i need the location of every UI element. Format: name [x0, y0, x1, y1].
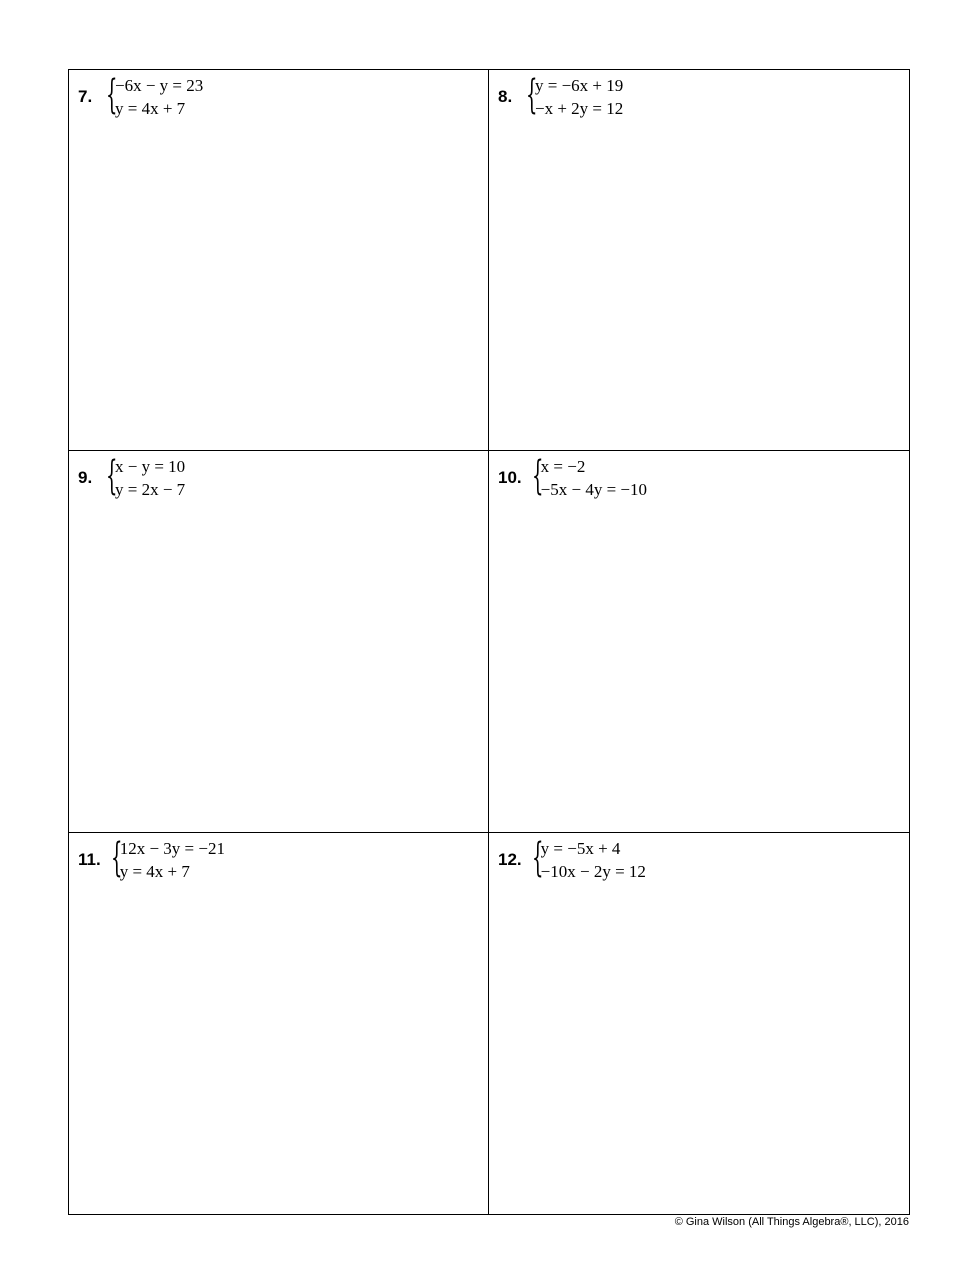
equation-2: y = 4x + 7 [119, 861, 190, 881]
brace-icon: { [110, 834, 123, 881]
equation-1: −6x − y = 23 [115, 76, 204, 95]
equation-1: x − y = 10 [115, 457, 186, 477]
equation-1: x = −2 [540, 457, 586, 477]
equation-1: y = −6x + 19 [535, 76, 624, 95]
problem-number: 8. [498, 87, 513, 106]
brace-icon: { [106, 453, 118, 500]
equation-system [541, 455, 647, 501]
problem-cell-11 [69, 833, 489, 1214]
problem-12 [498, 834, 646, 883]
equation-2: −10x − 2y = 12 [540, 861, 646, 881]
brace-icon: { [531, 453, 544, 500]
brace-icon: { [526, 72, 538, 118]
equation-2: −x + 2y = 12 [535, 99, 624, 118]
equation-system [115, 455, 185, 501]
equation-system [535, 74, 623, 120]
equation-2: −5x − 4y = −10 [540, 480, 647, 500]
brace-icon: { [106, 72, 118, 118]
equation-system [541, 837, 646, 883]
copyright-footer: © Gina Wilson (All Things Algebra®, LLC), 2016 [674, 1216, 909, 1228]
problem-grid [68, 69, 910, 1215]
problem-11 [78, 834, 225, 883]
problem-cell-10 [489, 451, 909, 832]
problem-7 [78, 74, 203, 120]
problem-cell-8 [489, 70, 909, 451]
equation-1: 12x − 3y = −21 [119, 838, 225, 858]
problem-10 [498, 455, 647, 501]
problem-9 [78, 455, 185, 501]
problem-number: 9. [78, 468, 93, 488]
problem-cell-7 [69, 70, 489, 451]
equation-1: y = −5x + 4 [540, 838, 621, 858]
equation-2: y = 4x + 7 [115, 99, 186, 118]
problem-number: 7. [78, 87, 93, 106]
problem-number: 10. [498, 468, 522, 488]
equation-system [115, 74, 203, 120]
equation-system [120, 837, 225, 883]
problem-number: 11. [78, 849, 101, 869]
problem-number: 12. [498, 849, 522, 869]
brace-icon: { [531, 834, 544, 881]
equation-2: y = 2x − 7 [115, 480, 186, 500]
problem-cell-12 [489, 833, 909, 1214]
problem-cell-9 [69, 451, 489, 832]
problem-8 [498, 74, 623, 120]
